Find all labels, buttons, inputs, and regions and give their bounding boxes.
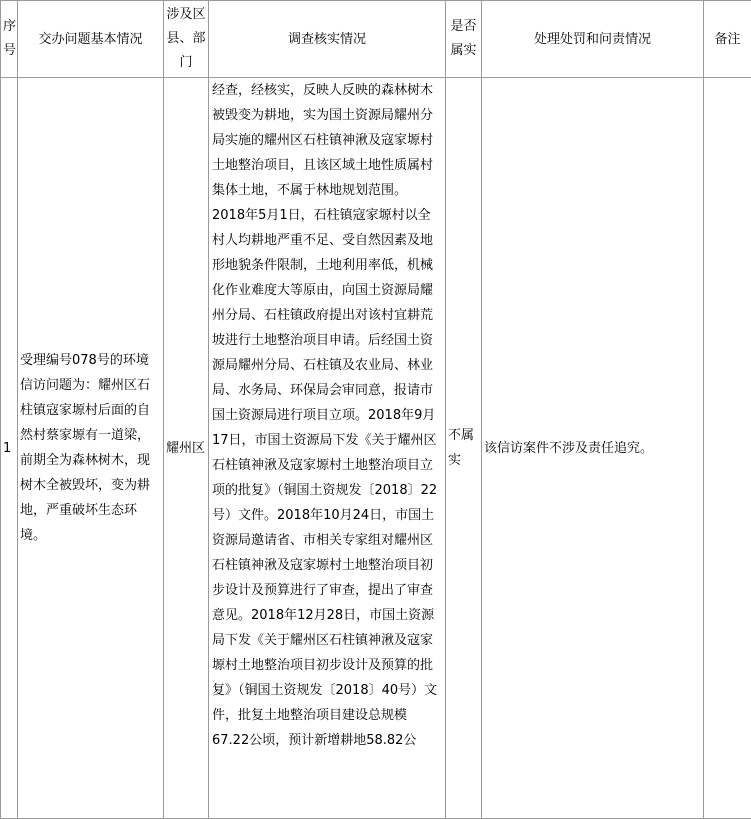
header-issue: 交办问题基本情况 bbox=[18, 1, 164, 78]
cell-issue: 受理编号078号的环境信访问题为：耀州区石柱镇寇家塬村后面的自然村蔡家塬有一道梁，前期全为森林树木，现树木全被毁坏，变为耕地，严重破坏生态环境。 bbox=[18, 78, 164, 819]
cell-is-true: 不属实 bbox=[446, 78, 482, 819]
header-seq: 序号 bbox=[1, 1, 18, 78]
header-row bbox=[1, 1, 751, 78]
header-dept: 涉及区县、部门 bbox=[164, 1, 209, 78]
cell-remark bbox=[704, 78, 751, 819]
header-is-true: 是否属实 bbox=[446, 1, 482, 78]
header-handling: 处理处罚和问责情况 bbox=[482, 1, 704, 78]
header-investigation: 调查核实情况 bbox=[209, 1, 446, 78]
cell-investigation bbox=[209, 78, 446, 819]
cell-seq: 1 bbox=[1, 78, 18, 819]
cell-handling: 该信访案件不涉及责任追究。 bbox=[482, 78, 704, 819]
cell-dept: 耀州区 bbox=[164, 78, 209, 819]
investigation-paragraph-2: 2018年5月1日，石柱镇寇家塬村以全村人均耕地严重不足、受自然因素及地形地貌条件限制，土地利用率低，机械化作业难度大等原由，向国土资源局耀州分局、石柱镇政府提出对该村宜耕荒坡进行土地整治项目申请。后经国土资源局耀州分局、石柱镇及农业局、林业局、水务局、环保局会审同意，报请市国土资源局进行项目立项。2018年9月17日，市国土资源局下发《关于耀州区石柱镇神湫及寇家塬村土地整治项目立项的批复》（铜国土资规发〔2018〕22号）文件。2018年10月24日，市国土资源局邀请省、市相关专家组对耀州区石柱镇神湫及寇家塬村土地整治项目初步设计及预算进行了审查，提出了审查意见。2018年12月28日，市国土资源局下发《关于耀州区石柱镇神湫及寇家塬村土地整治项目初步设计及预算的批复》（铜国土资规发〔2018〕40号）文件，批复土地整治项目建设总规模67.22公顷，预计新增耕地58.82公 bbox=[212, 203, 442, 753]
header-remark: 备注 bbox=[704, 1, 751, 78]
table-row bbox=[1, 78, 751, 819]
investigation-paragraph-1: 经查，经核实，反映人反映的森林树木被毁变为耕地，实为国土资源局耀州分局实施的耀州区石柱镇神湫及寇家塬村土地整治项目，且该区域土地性质属村集体土地，不属于林地规划范围。 bbox=[212, 78, 442, 203]
